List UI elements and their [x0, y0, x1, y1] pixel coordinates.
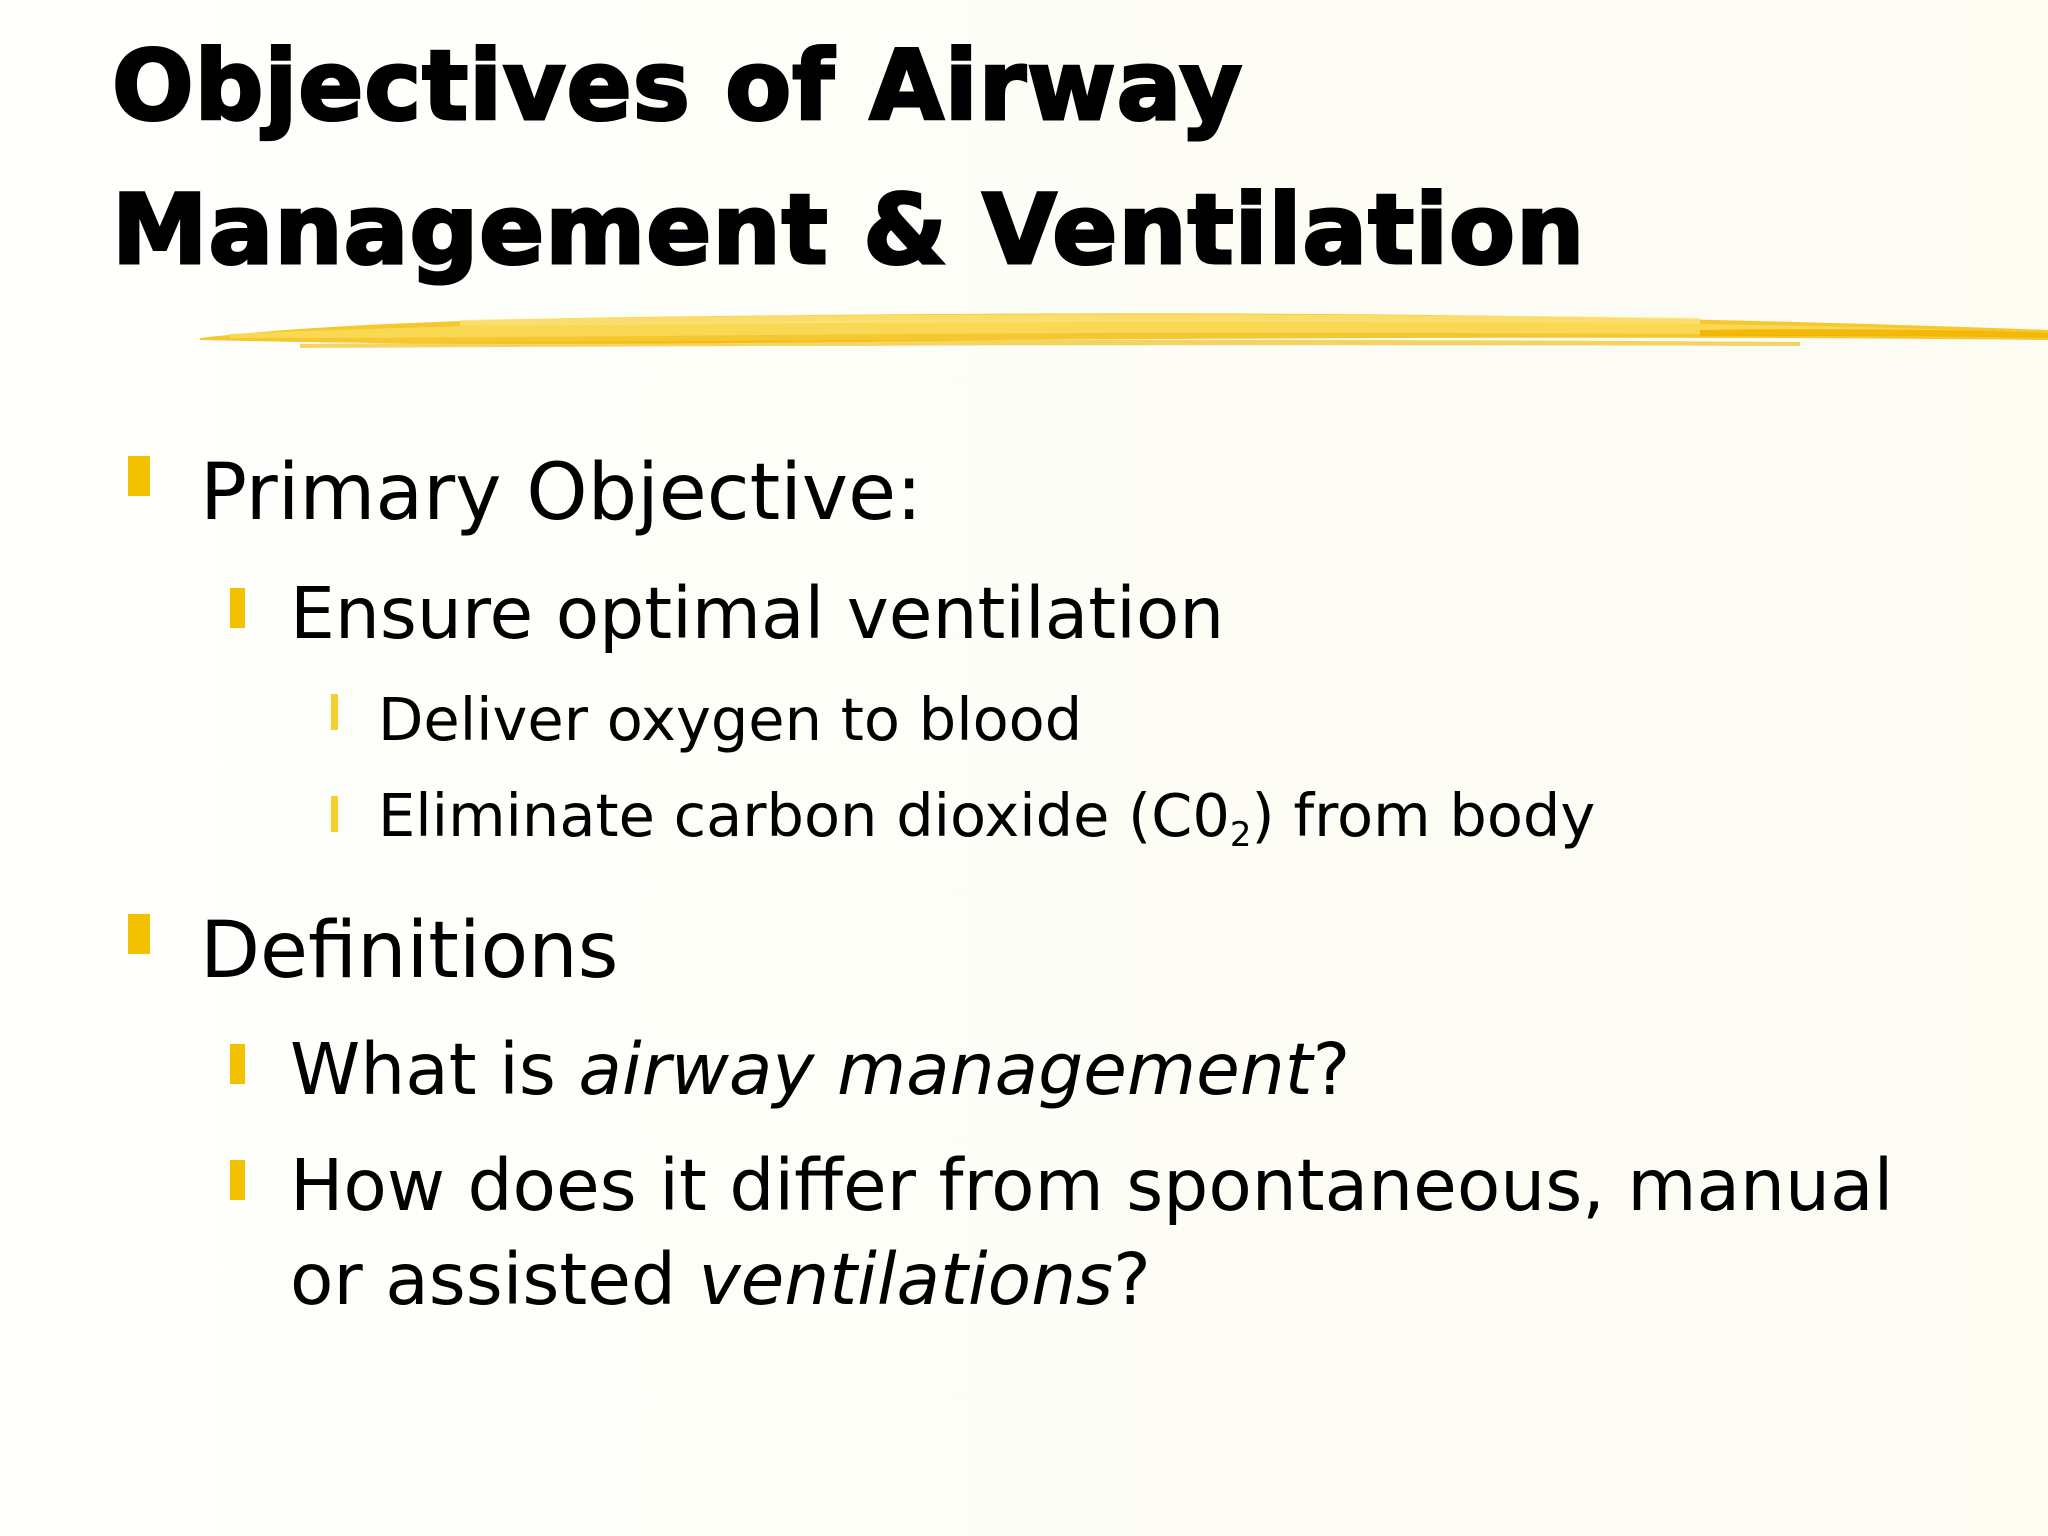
bullet-marker-level-2	[230, 588, 245, 628]
eliminate-co2-text-after: ) from body	[1251, 781, 1596, 850]
bullet-marker-level-1	[128, 456, 150, 496]
bullet-what-is-airway-management	[290, 1028, 1351, 1111]
eliminate-co2-text-before: Eliminate carbon dioxide (C0	[378, 781, 1230, 850]
bullet-eliminate-co2	[378, 781, 1596, 855]
co2-subscript: 2	[1229, 815, 1252, 855]
slide-title-line-2: Management & Ventilation	[112, 174, 1586, 286]
bullet-deliver-oxygen: Deliver oxygen to blood	[378, 685, 1083, 754]
bullet-marker-level-3	[331, 796, 338, 832]
bullet-definitions: Definitions	[200, 906, 619, 996]
bullet-marker-level-2	[230, 1044, 245, 1084]
bullet-how-does-it-differ-line-1: How does it differ from spontaneous, manual	[290, 1144, 1894, 1227]
question-1-text-before: What is	[290, 1028, 579, 1111]
question-1-text-after: ?	[1312, 1028, 1351, 1111]
brush-stroke-underline	[200, 300, 2048, 364]
slide-title-line-1: Objectives of Airway	[112, 30, 1244, 142]
question-1-italic-term: airway management	[578, 1028, 1313, 1111]
question-2-italic-term: ventilations	[698, 1238, 1114, 1321]
bullet-marker-level-3	[331, 694, 338, 730]
question-2-text-before: or assisted	[290, 1238, 699, 1321]
bullet-marker-level-1	[128, 914, 150, 954]
bullet-how-does-it-differ-line-2	[290, 1238, 1151, 1321]
question-2-text-after: ?	[1113, 1238, 1151, 1321]
bullet-primary-objective: Primary Objective:	[200, 448, 923, 538]
bullet-ensure-optimal-ventilation: Ensure optimal ventilation	[290, 572, 1225, 655]
bullet-marker-level-2	[230, 1160, 245, 1200]
